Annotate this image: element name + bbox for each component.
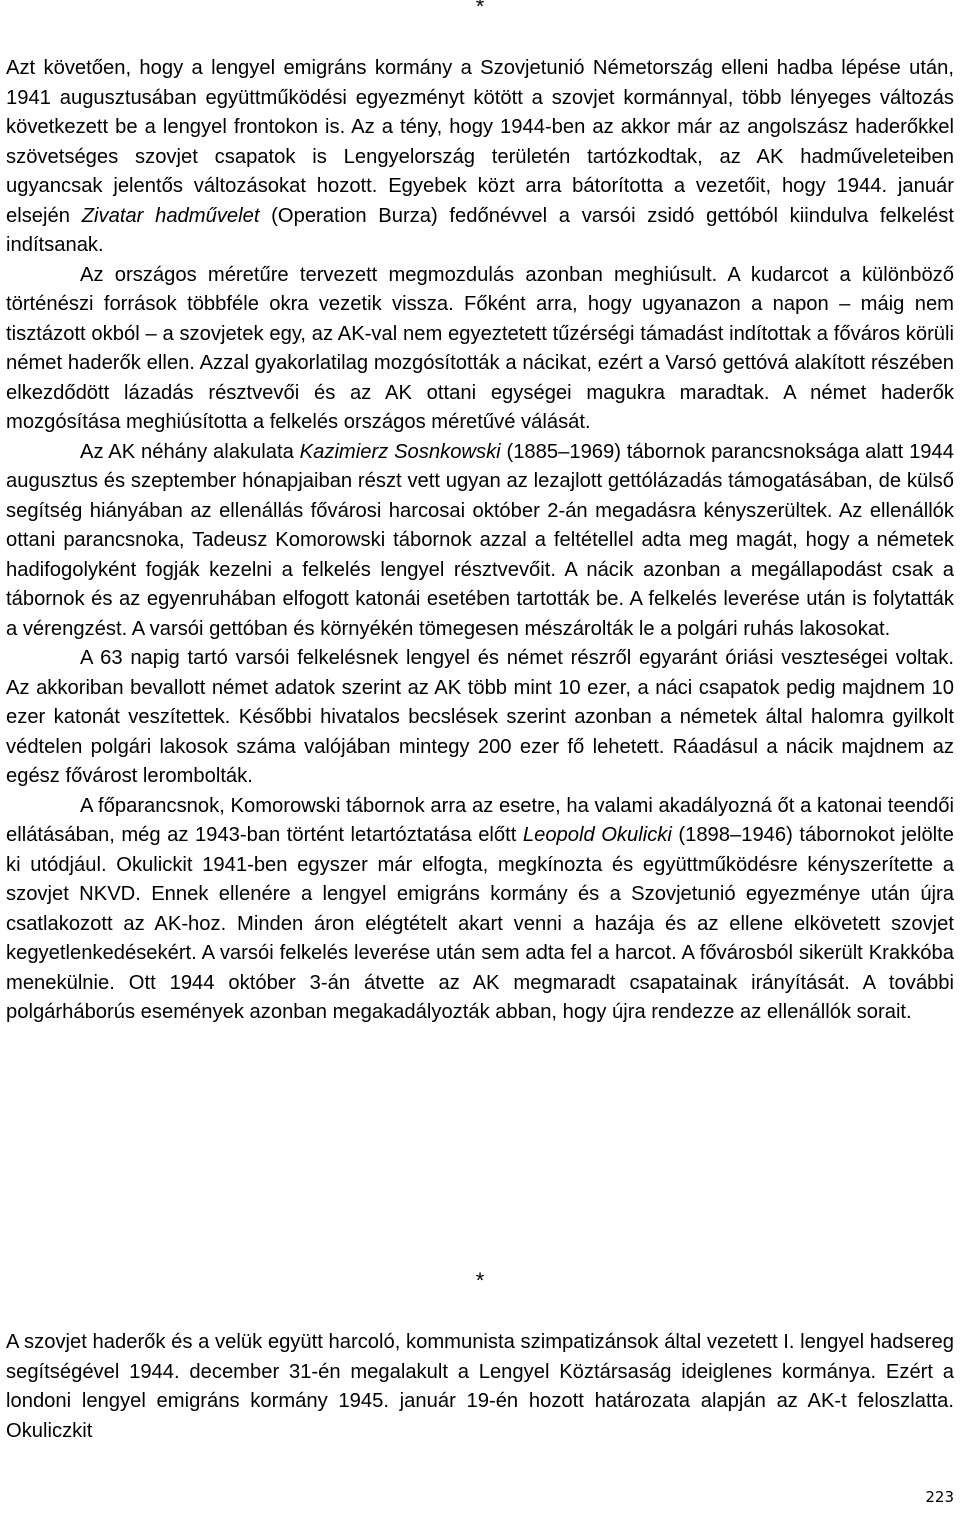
text-run: Az AK néhány alakulata: [80, 440, 300, 463]
paragraph-3: [6, 438, 954, 645]
text-run: A szovjet haderők és a velük együtt harcoló, kommunista szimpatizánsok által vezetett I. lengyel hadsereg segítségével 1944. december 31-én megalakult a Lengyel Köztársaság ideiglenes kormánya. Ezért a londoni lengyel emigráns kormány 1945. január 19-én hozott határozata alapján az AK-t feloszlatta. Okuliczkit: [6, 1331, 954, 1442]
paragraph-5: [6, 792, 954, 1028]
text-run: A 63 napig tartó varsói felkelésnek lengyel és német részről egyaránt óriási veszteségei voltak. Az akkoriban bevallott német adatok szerint az AK több mint 10 ezer, a náci csapatok pedig majdnem 10 ezer katonát veszítettek. Későbbi hivatalos becslések szerint azonban a németek által halomra gyilkolt védtelen polgári lakosok száma valójában mintegy 200 ezer fő lehetett. Ráadásul a nácik majdnem az egész fővárost lerombolták.: [6, 647, 954, 787]
italic-text-run: Leopold Okulicki: [522, 824, 672, 846]
page-number: 223: [925, 1488, 954, 1506]
section-separator-top: *: [475, 0, 485, 19]
text-run: (1885–1969) tábornok parancsnoksága alatt 1944 augusztus és szeptember hónapjaiban részt vett ugyan az lezajlott gettólázadás támogatásában, de külső segítség hiányában az ellenállás fővárosi harcosai október 2-án megadásra kényszerültek. Az ellenállók ottani parancsnoka, Tadeusz Komorowski tábornok azzal a feltétellel adta meg magát, hogy a németek hadifogolyként fogják kezelni a felkelés lengyel résztvevőit. A nácik azonban a megállapodást csak a tábornok és az egyenruhában elfogott katonái esetében tartották be. A felkelés leverése után is folytatták a vérengzést. A varsói gettóban és környékén tömegesen mészárolták le a polgári ruhás lakosokat.: [6, 440, 954, 640]
italic-text-run: Zivatar hadművelet: [81, 204, 260, 227]
text-run: A főparancsnok, Komorowski tábornok arra az esetre, ha valami akadályozná őt a katonai teendői ellátásában, még az 1943-ban történt letartóztatása előtt: [6, 794, 954, 846]
document-body-continued: [6, 1328, 954, 1446]
text-run: Azt követően, hogy a lengyel emigráns kormány a Szovjetunió Németország elleni hadba lépése után, 1941 augusztusában együttműködési egyezményt kötött a szovjet kormánnyal, több lényeges változás következett be a lengyel frontokon is. Az a tény, hogy 1944-ben az akkor már az angolszász haderőkkel szövetséges szovjet csapatok is Lengyelország területén tartózkodtak, az AK hadműveleteiben ugyancsak jelentős változásokat hozott. Egyebek közt arra bátorította a vezetőit, hogy 1944. január elsején: [6, 57, 954, 227]
text-run: Az országos méretűre tervezett megmozdulás azonban meghiúsult. A kudarcot a különböző történészi források többféle okra vezetik vissza. Főként arra, hogy ugyanazon a napon – máig nem tisztázott okból – a szovjetek egy, az AK-val nem egyeztetett tűzérségi támadást indítottak a főváros körüli német haderők ellen. Azzal gyakorlatilag mozgósították a nácikat, ezért a Varsó gettóvá alakított részében elkezdődött lázadás résztvevői és az AK ottani egységei magukra maradtak. A német haderők mozgósítása meghiúsította a felkelés országos méretűvé válását.: [6, 263, 954, 433]
paragraph-2: [6, 261, 954, 438]
italic-text-run: Kazimierz Sosnkowski: [299, 440, 501, 463]
paragraph-1: [6, 54, 954, 261]
document-body: [6, 54, 954, 1028]
text-run: (Operation Burza) fedőnévvel a varsói zsidó gettóból kiindulva felkelést indítsanak.: [6, 204, 954, 256]
text-run: (1898–1946) tábornokot jelölte ki utódjául. Okulickit 1941-ben egyszer már elfogta, megkínozta és együttműködésre kényszerítette a szovjet NKVD. Ennek ellenére a lengyel emigráns kormány és a Szovjetunió egyezménye után újra csatlakozott az AK-hoz. Minden áron elégtételt akart venni a hazája és az ellene elkövetett szovjet kegyetlenkedésekért. A varsói felkelés leverése után sem adta fel a harcot. A fővárosból sikerült Krakkóba menekülnie. Ott 1944 október 3-án átvette az AK megmaradt csapatainak irányítását. A további polgárháborús események azonban megakadályozták abban, hogy újra rendezze az ellenállók sorait.: [6, 824, 955, 1023]
paragraph-4: [6, 644, 954, 792]
section-separator-middle: *: [475, 1268, 485, 1293]
paragraph-6: [6, 1328, 954, 1446]
